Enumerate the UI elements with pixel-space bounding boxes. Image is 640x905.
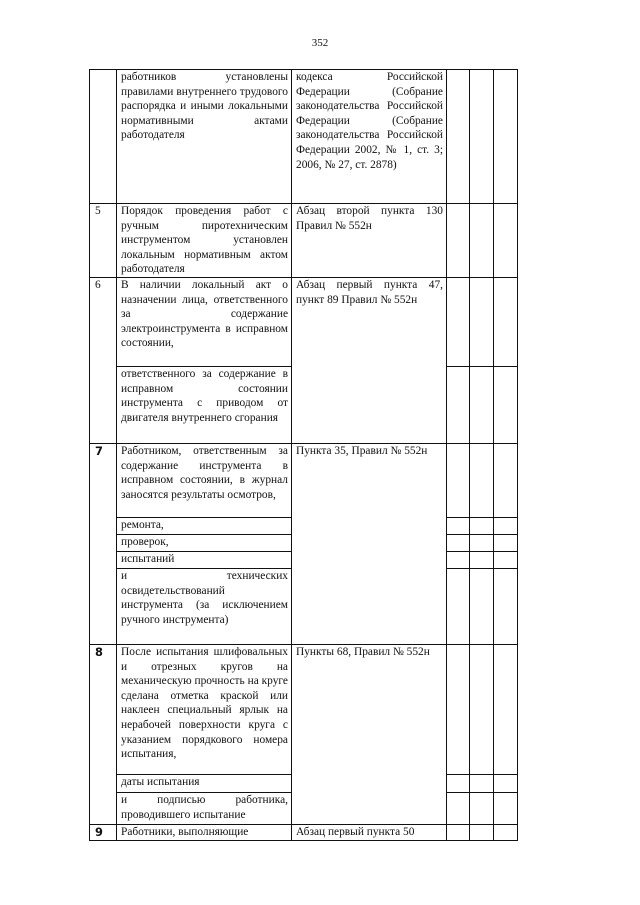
table-row [90, 644, 518, 774]
answer-no-cell[interactable] [470, 366, 494, 443]
requirement-cell: В наличии локальный акт о назначении лица, ответственного за содержание электроинструмента в исправном состоянии, [117, 277, 292, 366]
row-number: 6 [90, 277, 117, 443]
row-number [90, 70, 117, 204]
answer-na-cell[interactable] [494, 568, 518, 644]
row-number: 5 [90, 204, 117, 278]
answer-yes-cell[interactable] [447, 774, 470, 792]
answer-na-cell[interactable] [494, 443, 518, 517]
answer-yes-cell[interactable] [447, 204, 470, 278]
answer-na-cell[interactable] [494, 366, 518, 443]
answer-yes-cell[interactable] [447, 534, 470, 551]
reference-cell: Пункты 68, Правил № 552н [292, 644, 447, 824]
answer-na-cell[interactable] [494, 277, 518, 366]
requirement-cell: ремонта, [117, 517, 292, 534]
answer-yes-cell[interactable] [447, 277, 470, 366]
reference-cell: Пункта 35, Правил № 552н [292, 443, 447, 644]
reference-cell: Абзац первый пункта 47, пункт 89 Правил № 552н [292, 277, 447, 443]
answer-no-cell[interactable] [470, 534, 494, 551]
requirement-cell: даты испытания [117, 774, 292, 792]
answer-yes-cell[interactable] [447, 644, 470, 774]
requirement-cell: и подписью работника, проводившего испытание [117, 792, 292, 824]
answer-na-cell[interactable] [494, 204, 518, 278]
requirement-cell: проверок, [117, 534, 292, 551]
answer-no-cell[interactable] [470, 792, 494, 824]
table-row [90, 443, 518, 517]
answer-na-cell[interactable] [494, 644, 518, 774]
answer-yes-cell[interactable] [447, 551, 470, 568]
answer-na-cell[interactable] [494, 774, 518, 792]
answer-no-cell[interactable] [470, 568, 494, 644]
answer-yes-cell[interactable] [447, 792, 470, 824]
answer-na-cell[interactable] [494, 534, 518, 551]
checklist-table [89, 69, 518, 841]
answer-na-cell[interactable] [494, 824, 518, 840]
requirement-cell: испытаний [117, 551, 292, 568]
answer-no-cell[interactable] [470, 824, 494, 840]
requirement-cell: Работником, ответственным за содержание инструмента в исправном состоянии, в журнал заносятся результаты осмотров, [117, 443, 292, 517]
reference-cell: Абзац первый пункта 50 [292, 824, 447, 840]
answer-no-cell[interactable] [470, 551, 494, 568]
answer-yes-cell[interactable] [447, 568, 470, 644]
answer-na-cell[interactable] [494, 792, 518, 824]
page-number: 352 [311, 37, 329, 49]
row-number: 7 [90, 443, 117, 644]
answer-no-cell[interactable] [470, 70, 494, 204]
answer-na-cell[interactable] [494, 70, 518, 204]
row-number: 9 [90, 824, 117, 840]
answer-no-cell[interactable] [470, 443, 494, 517]
requirement-cell: и технических освидетельствований инструмента (за исключением ручного инструмента) [117, 568, 292, 644]
requirement-cell: работников установлены правилами внутреннего трудового распорядка и иными локальными нормативными актами работодателя [117, 70, 292, 204]
table-row [90, 204, 518, 278]
requirement-cell: Порядок проведения работ с ручным пиротехническим инструментом установлен локальным нормативным актом работодателя [117, 204, 292, 278]
table-row [90, 824, 518, 840]
answer-yes-cell[interactable] [447, 443, 470, 517]
answer-no-cell[interactable] [470, 644, 494, 774]
table-row [90, 70, 518, 204]
answer-no-cell[interactable] [470, 277, 494, 366]
requirement-cell: ответственного за содержание в исправном состоянии инструмента с приводом от двигателя внутреннего сгорания [117, 366, 292, 443]
answer-yes-cell[interactable] [447, 824, 470, 840]
answer-yes-cell[interactable] [447, 366, 470, 443]
table-row [90, 277, 518, 366]
requirement-cell: Работники, выполняющие [117, 824, 292, 840]
reference-cell: Абзац второй пункта 130 Правил № 552н [292, 204, 447, 278]
answer-yes-cell[interactable] [447, 517, 470, 534]
answer-na-cell[interactable] [494, 551, 518, 568]
answer-na-cell[interactable] [494, 517, 518, 534]
answer-no-cell[interactable] [470, 517, 494, 534]
answer-no-cell[interactable] [470, 204, 494, 278]
requirement-cell: После испытания шлифовальных и отрезных кругов на механическую прочность на круге сделана отметка краской или наклеен специальный ярлык на нерабочей поверхности круга с указанием порядкового номера испытания, [117, 644, 292, 774]
reference-cell: кодекса Российской Федерации (Собрание законодательства Российской Федерации (Собрание законодательства Российской Федерации 2002, № 1, ст. 3; 2006, № 27, ст. 2878) [292, 70, 447, 204]
answer-no-cell[interactable] [470, 774, 494, 792]
row-number: 8 [90, 644, 117, 824]
answer-yes-cell[interactable] [447, 70, 470, 204]
